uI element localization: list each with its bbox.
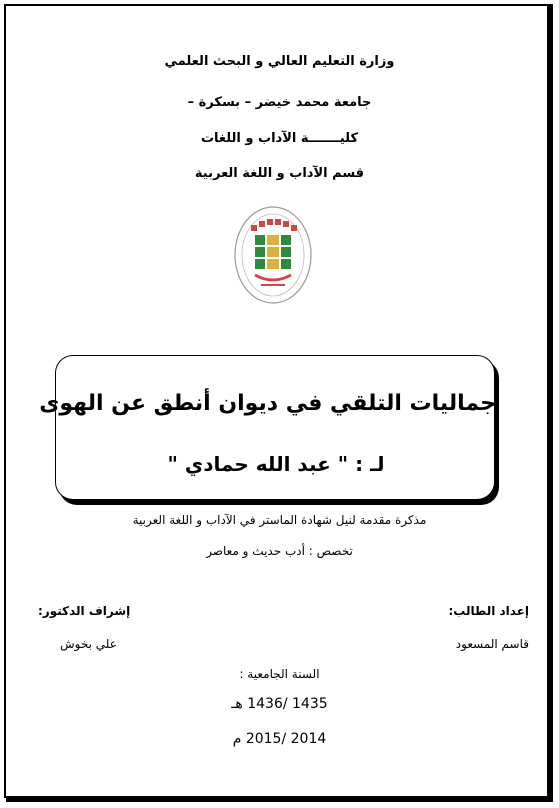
prepared-by-label: إعداد الطالب: <box>448 604 529 618</box>
university-seal-icon <box>233 205 313 305</box>
faculty-heading: كليـــــــة الآداب و اللغات <box>200 131 359 146</box>
thesis-author: لـ : " عبد الله حمادي " <box>167 452 385 476</box>
department-heading: قسم الآداب و اللغة العربية <box>194 166 365 181</box>
supervisor-label: إشراف الدكتور: <box>38 604 131 618</box>
academic-year-gregorian: 2014 /2015 م <box>232 731 327 747</box>
academic-year-label: السنة الجامعية : <box>239 667 320 681</box>
university-heading: جامعة محمد خيضر – بسكرة – <box>187 95 372 110</box>
ministry-heading: وزارة التعليم العالي و البحث العلمي <box>164 54 395 69</box>
memo-purpose: مذكرة مقدمة لنيل شهادة الماستر في الآداب و اللغة العربية <box>132 513 427 527</box>
academic-year-hijri: 1435 /1436 هـ <box>231 696 328 712</box>
student-name: قاسم المسعود <box>455 637 529 651</box>
thesis-title: جماليات التلقي في ديوان أنطق عن الهوى <box>39 391 496 416</box>
memo-specialty: تخصص : أدب حديث و معاصر <box>206 544 353 558</box>
title-box <box>39 355 496 500</box>
supervisor-name: علي بخوش <box>60 637 117 651</box>
